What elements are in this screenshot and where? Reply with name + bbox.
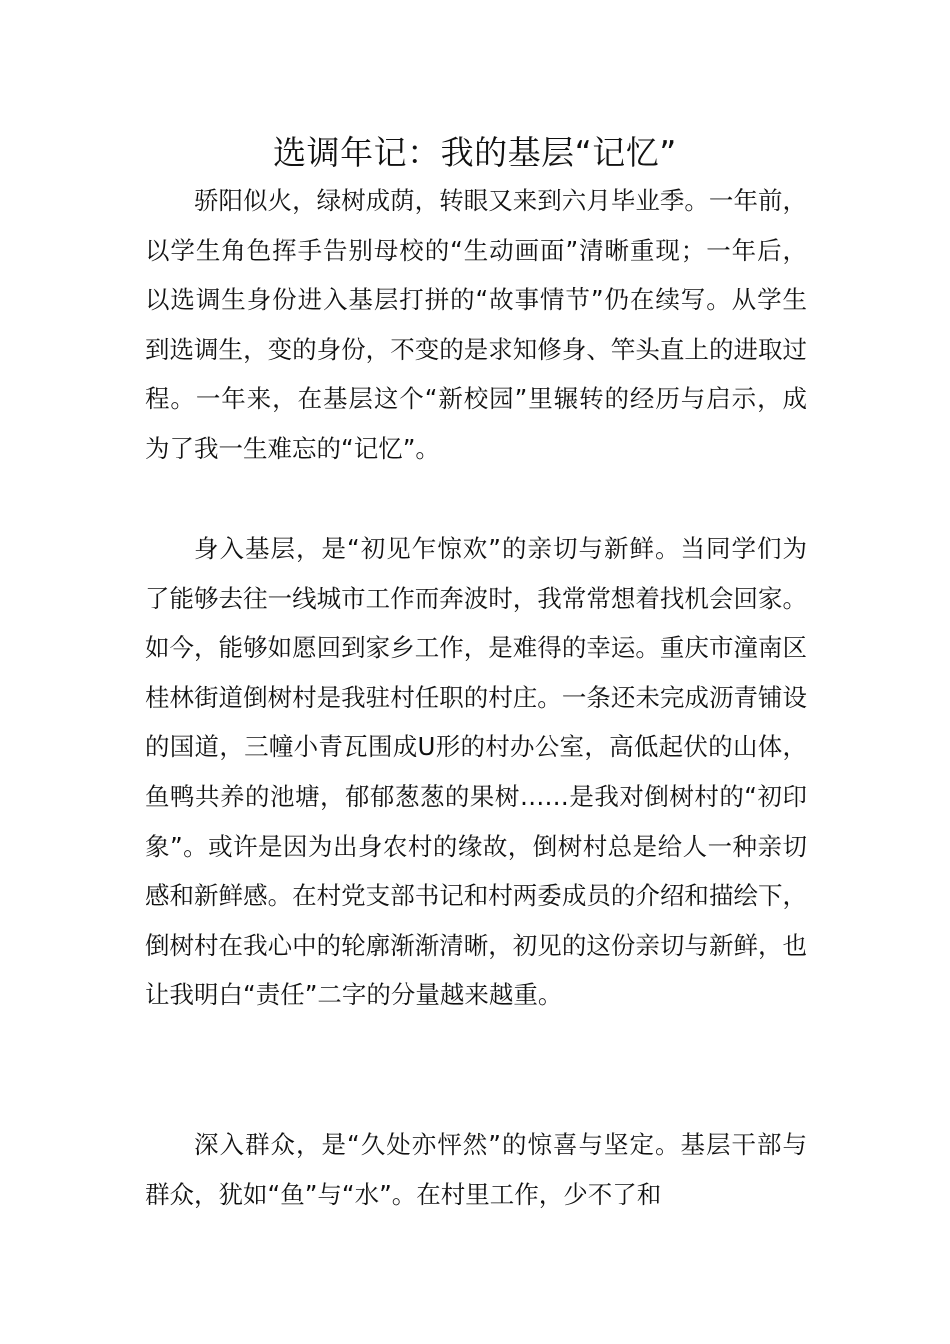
- paragraph-1: 骄阳似火，绿树成荫，转眼又来到六月毕业季。一年前，以学生角色挥手告别母校的“生动画面”清晰重现；一年后，以选调生身份进入基层打拼的“故事情节”仍在续写。从学生到选调生，变的身份，不变的是求知修身、竿头直上的进取过程。一年来，在基层这个“新校园”里辗转的经历与启示，成为了我一生难忘的“记忆”。: [145, 186, 807, 463]
- paragraph-3: 深入群众，是“久处亦怦然”的惊喜与坚定。基层干部与群众，犹如“鱼”与“水”。在村里工作，少不了和: [145, 1130, 807, 1209]
- document-title: 选调年记：我的基层“记忆”: [273, 133, 677, 172]
- paragraph-2: 身入基层，是“初见乍惊欢”的亲切与新鲜。当同学们为了能够去往一线城市工作而奔波时，我常常想着找机会回家。如今，能够如愿回到家乡工作，是难得的幸运。重庆市潼南区桂林街道倒树村是我驻村任职的村庄。一条还未完成沥青铺设的国道，三幢小青瓦围成U形的村办公室，高低起伏的山体，鱼鸭共养的池塘，郁郁葱葱的果树……是我对倒树村的“初印象”。或许是因为出身农村的缘故，倒树村总是给人一种亲切感和新鲜感。在村党支部书记和村两委成员的介绍和描绘下，倒树村在我心中的轮廓渐渐清晰，初见的这份亲切与新鲜，也让我明白“责任”二字的分量越来越重。: [145, 534, 807, 1010]
